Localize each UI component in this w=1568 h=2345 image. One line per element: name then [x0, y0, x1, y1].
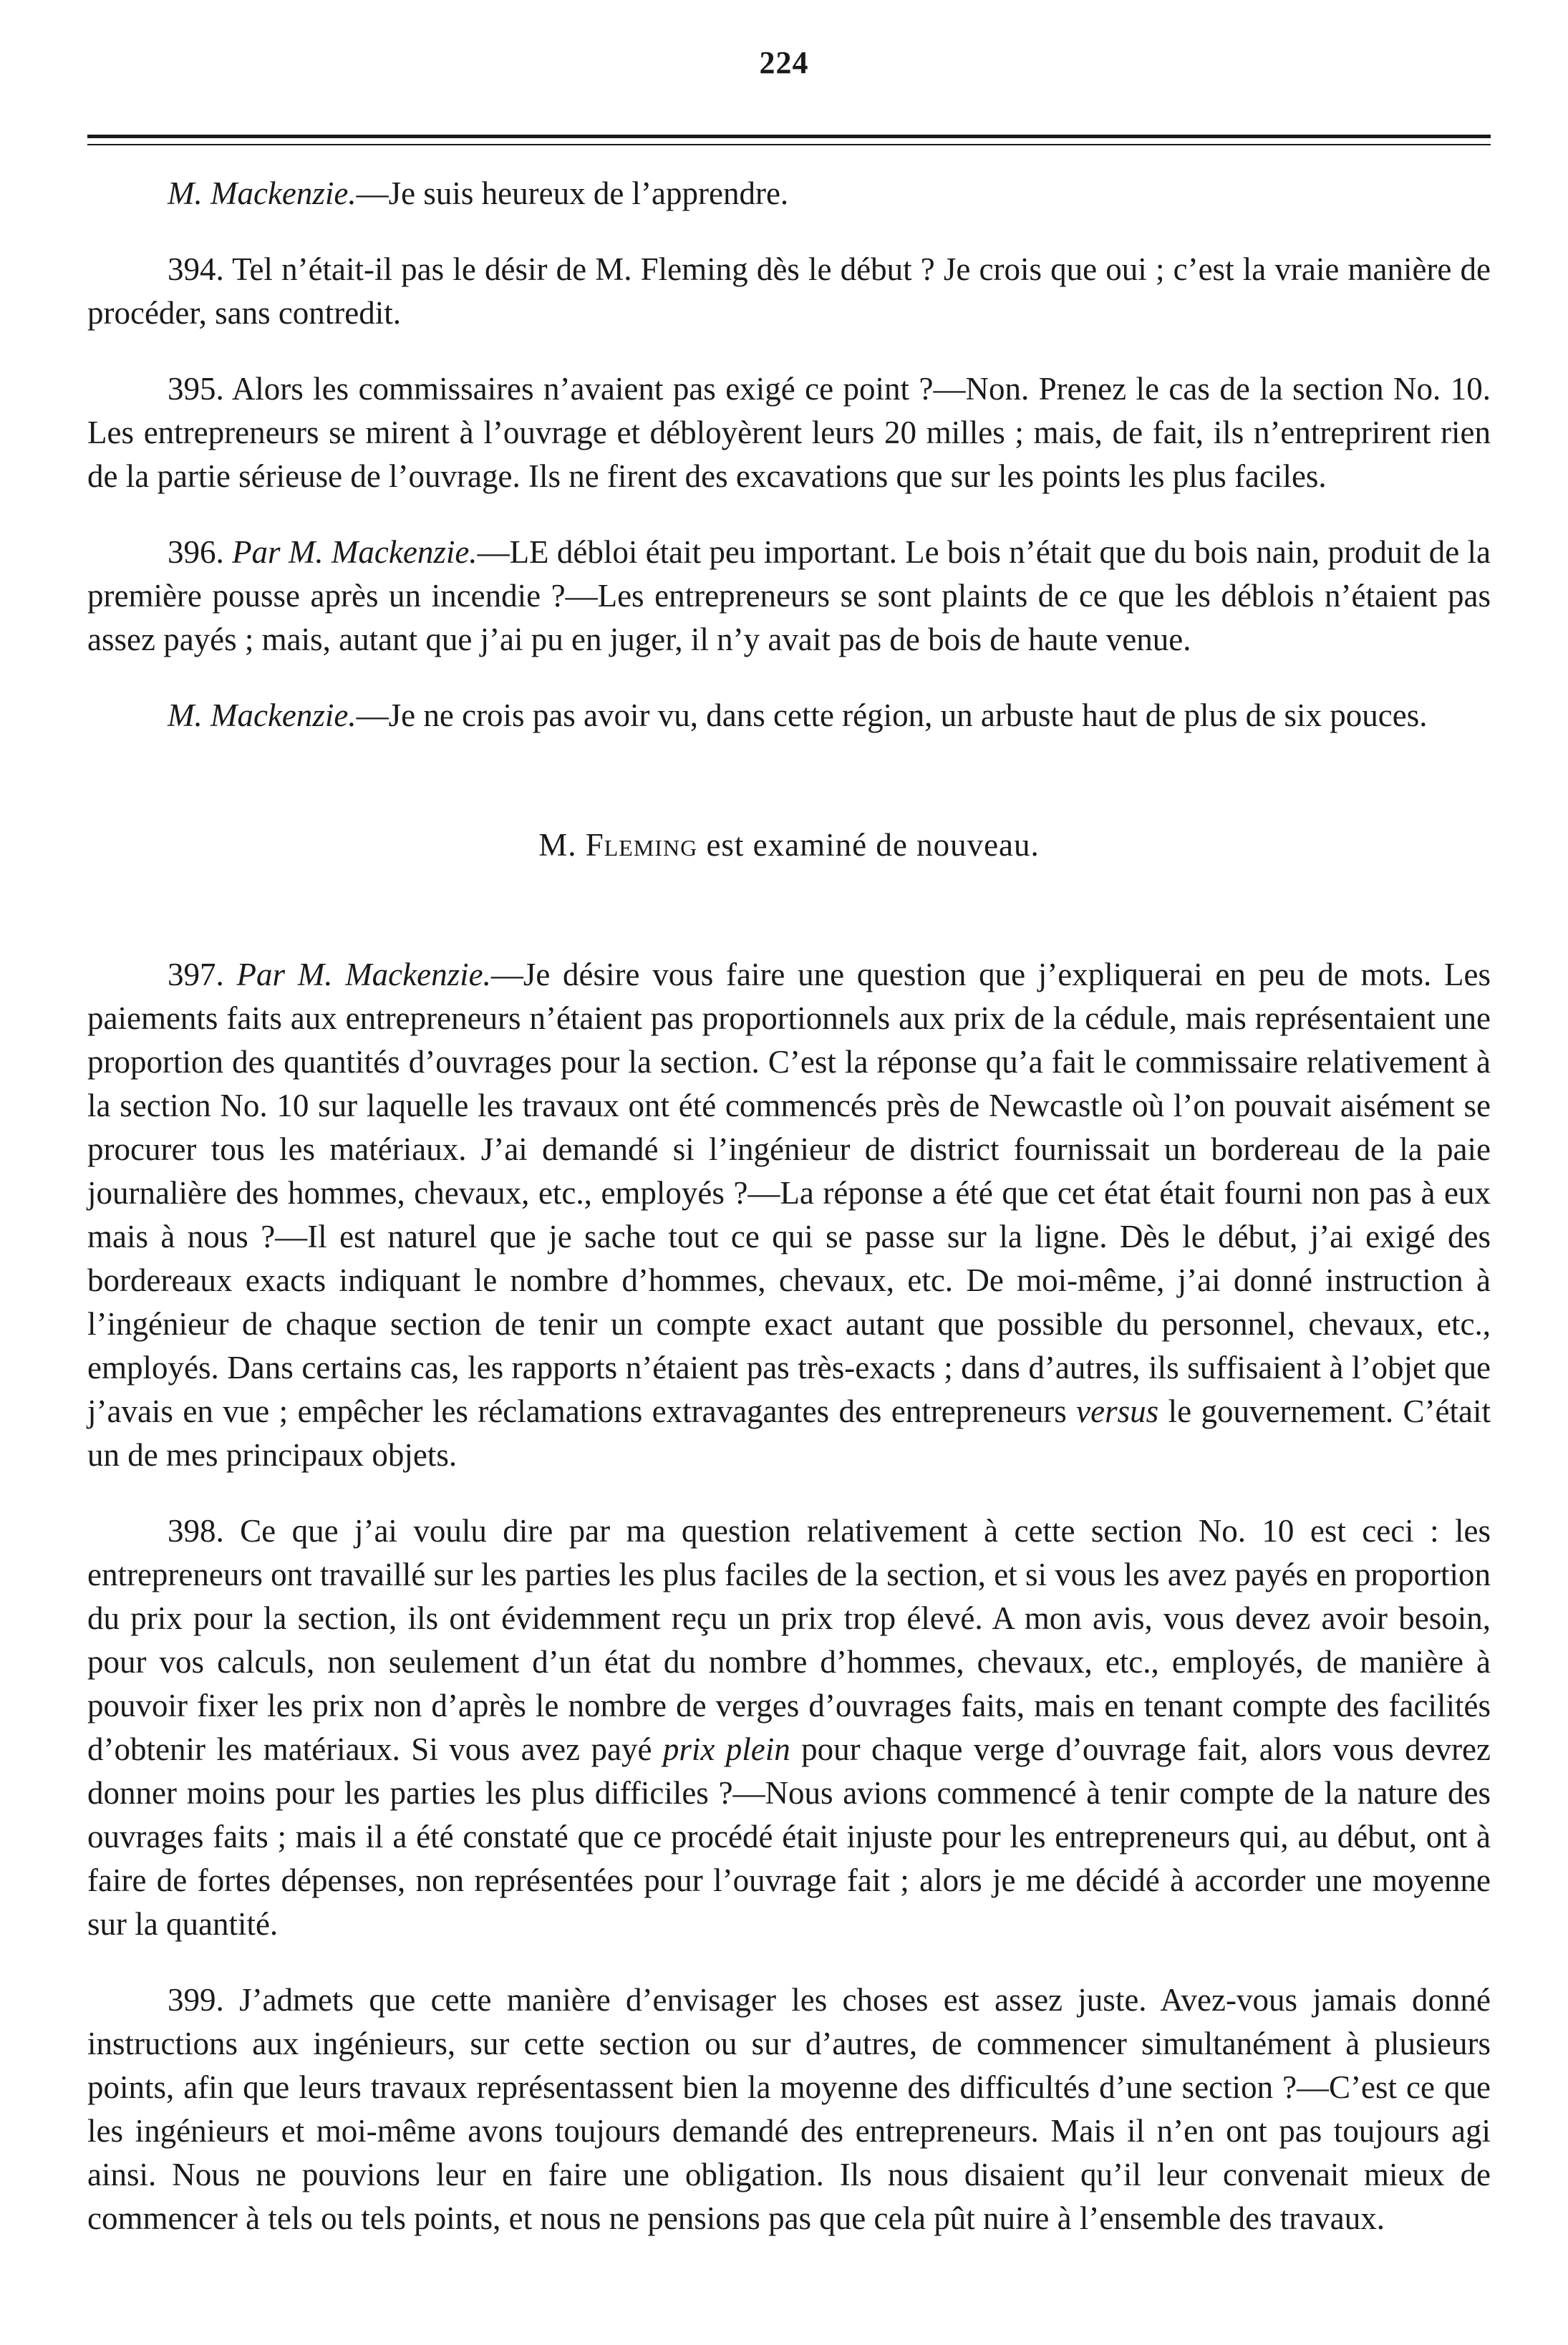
paragraph-text: —Je ne crois pas avoir vu, dans cette région, un arbuste haut de plus de six pouces.: [356, 697, 1428, 733]
question-number: 396.: [168, 534, 224, 570]
paragraph-text-end: le gouvernement. C’était un de mes principaux objets.: [87, 1393, 1491, 1473]
paragraph-text: Ce que j’ai voulu dire par ma question relativement à cette section No. 10 est ceci : les entrepreneurs ont travaillé sur les parties les plus faciles de la section, et si vous les avez payés en proportion du prix pour la section, ils ont évidemment reçu un prix trop élevé. A mon avis, vous devez avoir besoin, pour vos calculs, non seulement d’un état du nombre d’hommes, chevaux, etc., employés, de manière à pouvoir fixer les prix non d’après le nombre de verges d’ouvrages faits, mais en tenant compte des facilités d’obtenir les matériaux. Si vous avez payé: [87, 1513, 1491, 1767]
section-heading: [87, 823, 1491, 867]
paragraph-398: [87, 1509, 1491, 1946]
paragraph-text: —Je désire vous faire une question que j’expliquerai en peu de mots. Les paiements faits aux entrepreneurs n’étaient pas proportionnels aux prix de la cédule, mais représentaient une proportion des quantités d’ouvrages pour la section. C’est la réponse qu’a fait le commissaire relativement à la section No. 10 sur laquelle les travaux ont été commencés près de Newcastle où l’on pouvait aisément se procurer tous les matériaux. J’ai demandé si l’ingénieur de district fournissait un bordereau de la paie journalière des hommes, chevaux, etc., employés ?—La réponse a été que cet état était fourni non pas à eux mais à nous ?—Il est naturel que je sache tout ce qui se passe sur la ligne. Dès le début, j’ai exigé des bordereaux exacts indiquant le nombre d’hommes, chevaux, etc. De moi-même, j’ai donné instruction à l’ingénieur de chaque section de tenir un compte exact autant que possible du personnel, chevaux, etc., employés. Dans certains cas, les rapports n’étaient pas très-exacts ; dans d’autres, ils suffisaient à l’objet que j’avais en vue ; empêcher les réclamations extravagantes des entrepreneurs: [87, 957, 1491, 1429]
paragraph-speaker-remark-2: [87, 694, 1491, 738]
paragraph-speaker-remark: [87, 172, 1491, 216]
italic-term: versus: [1076, 1393, 1159, 1429]
speaker-name: M. Mackenzie.: [168, 697, 357, 733]
question-number: 394.: [168, 251, 224, 287]
paragraph-395: [87, 367, 1491, 498]
speaker-name: M. Mackenzie.: [168, 175, 357, 211]
question-number: 398.: [168, 1513, 224, 1549]
paragraph-397: [87, 953, 1491, 1477]
paragraph-text: —LE débloi était peu important. Le bois n’était que du bois nain, produit de la première pousse après un incendie ?—Les entrepreneurs se sont plaints de ce que les déblois n’étaient pas assez payés ; mais, autant que j’ai pu en juger, il n’y avait pas de bois de haute venue.: [87, 534, 1491, 657]
speaker-name: Par M. Mackenzie.: [236, 957, 491, 992]
question-number: 397.: [168, 957, 224, 992]
question-number: 399.: [168, 1982, 224, 2018]
paragraph-text-end: pour chaque verge d’ouvrage fait, alors vous devrez donner moins pour les parties les plus difficiles ?—Nous avions commencé à tenir compte de la nature des ouvrages faits ; mais il a été constaté que ce procédé était injuste pour les entrepreneurs qui, au début, ont à faire de fortes dépenses, non représentées pour l’ouvrage fait ; alors je me décidé à accorder une moyenne sur la quantité.: [87, 1731, 1491, 1942]
paragraph-text: J’admets que cette manière d’envisager les choses est assez juste. Avez-vous jamais donné instructions aux ingénieurs, sur cette section ou sur d’autres, de commencer simultanément à plusieurs points, afin que leurs travaux représentassent bien la moyenne des difficultés d’une section ?—C’est ce que les ingénieurs et moi-même avons toujours demandé des entrepreneurs. Mais il n’en ont pas toujours agi ainsi. Nous ne pouvions leur en faire une obligation. Ils nous disaient qu’il leur convenait mieux de commencer à tels ou tels points, et nous ne pensions pas que cela pût nuire à l’ensemble des travaux.: [87, 1982, 1491, 2236]
heading-suffix: est examiné de nouveau.: [706, 827, 1040, 863]
page-number: 224: [759, 45, 809, 80]
paragraph-396: [87, 531, 1491, 662]
heading-prefix: M.: [538, 827, 577, 863]
heading-name: Fleming: [585, 827, 698, 863]
header-rule-thick: [87, 135, 1491, 138]
header-rule-thin: [87, 144, 1491, 145]
question-number: 395.: [168, 371, 224, 407]
paragraph-399: [87, 1978, 1491, 2240]
paragraph-text: Alors les commissaires n’avaient pas exigé ce point ?—Non. Prenez le cas de la section No. 10. Les entrepreneurs se mirent à l’ouvrage et débloyèrent leurs 20 milles ; mais, de fait, ils n’entreprirent rien de la partie sérieuse de l’ouvrage. Ils ne firent des excavations que sur les points les plus faciles.: [87, 371, 1491, 494]
paragraph-text: —Je suis heureux de l’apprendre.: [356, 175, 789, 211]
italic-term: prix plein: [662, 1731, 790, 1767]
paragraph-394: [87, 248, 1491, 335]
paragraph-text: Tel n’était-il pas le désir de M. Fleming dès le début ? Je crois que oui ; c’est la vraie manière de procéder, sans contredit.: [87, 251, 1491, 331]
speaker-name: Par M. Mackenzie.: [232, 534, 478, 570]
page-body: [87, 172, 1491, 2240]
